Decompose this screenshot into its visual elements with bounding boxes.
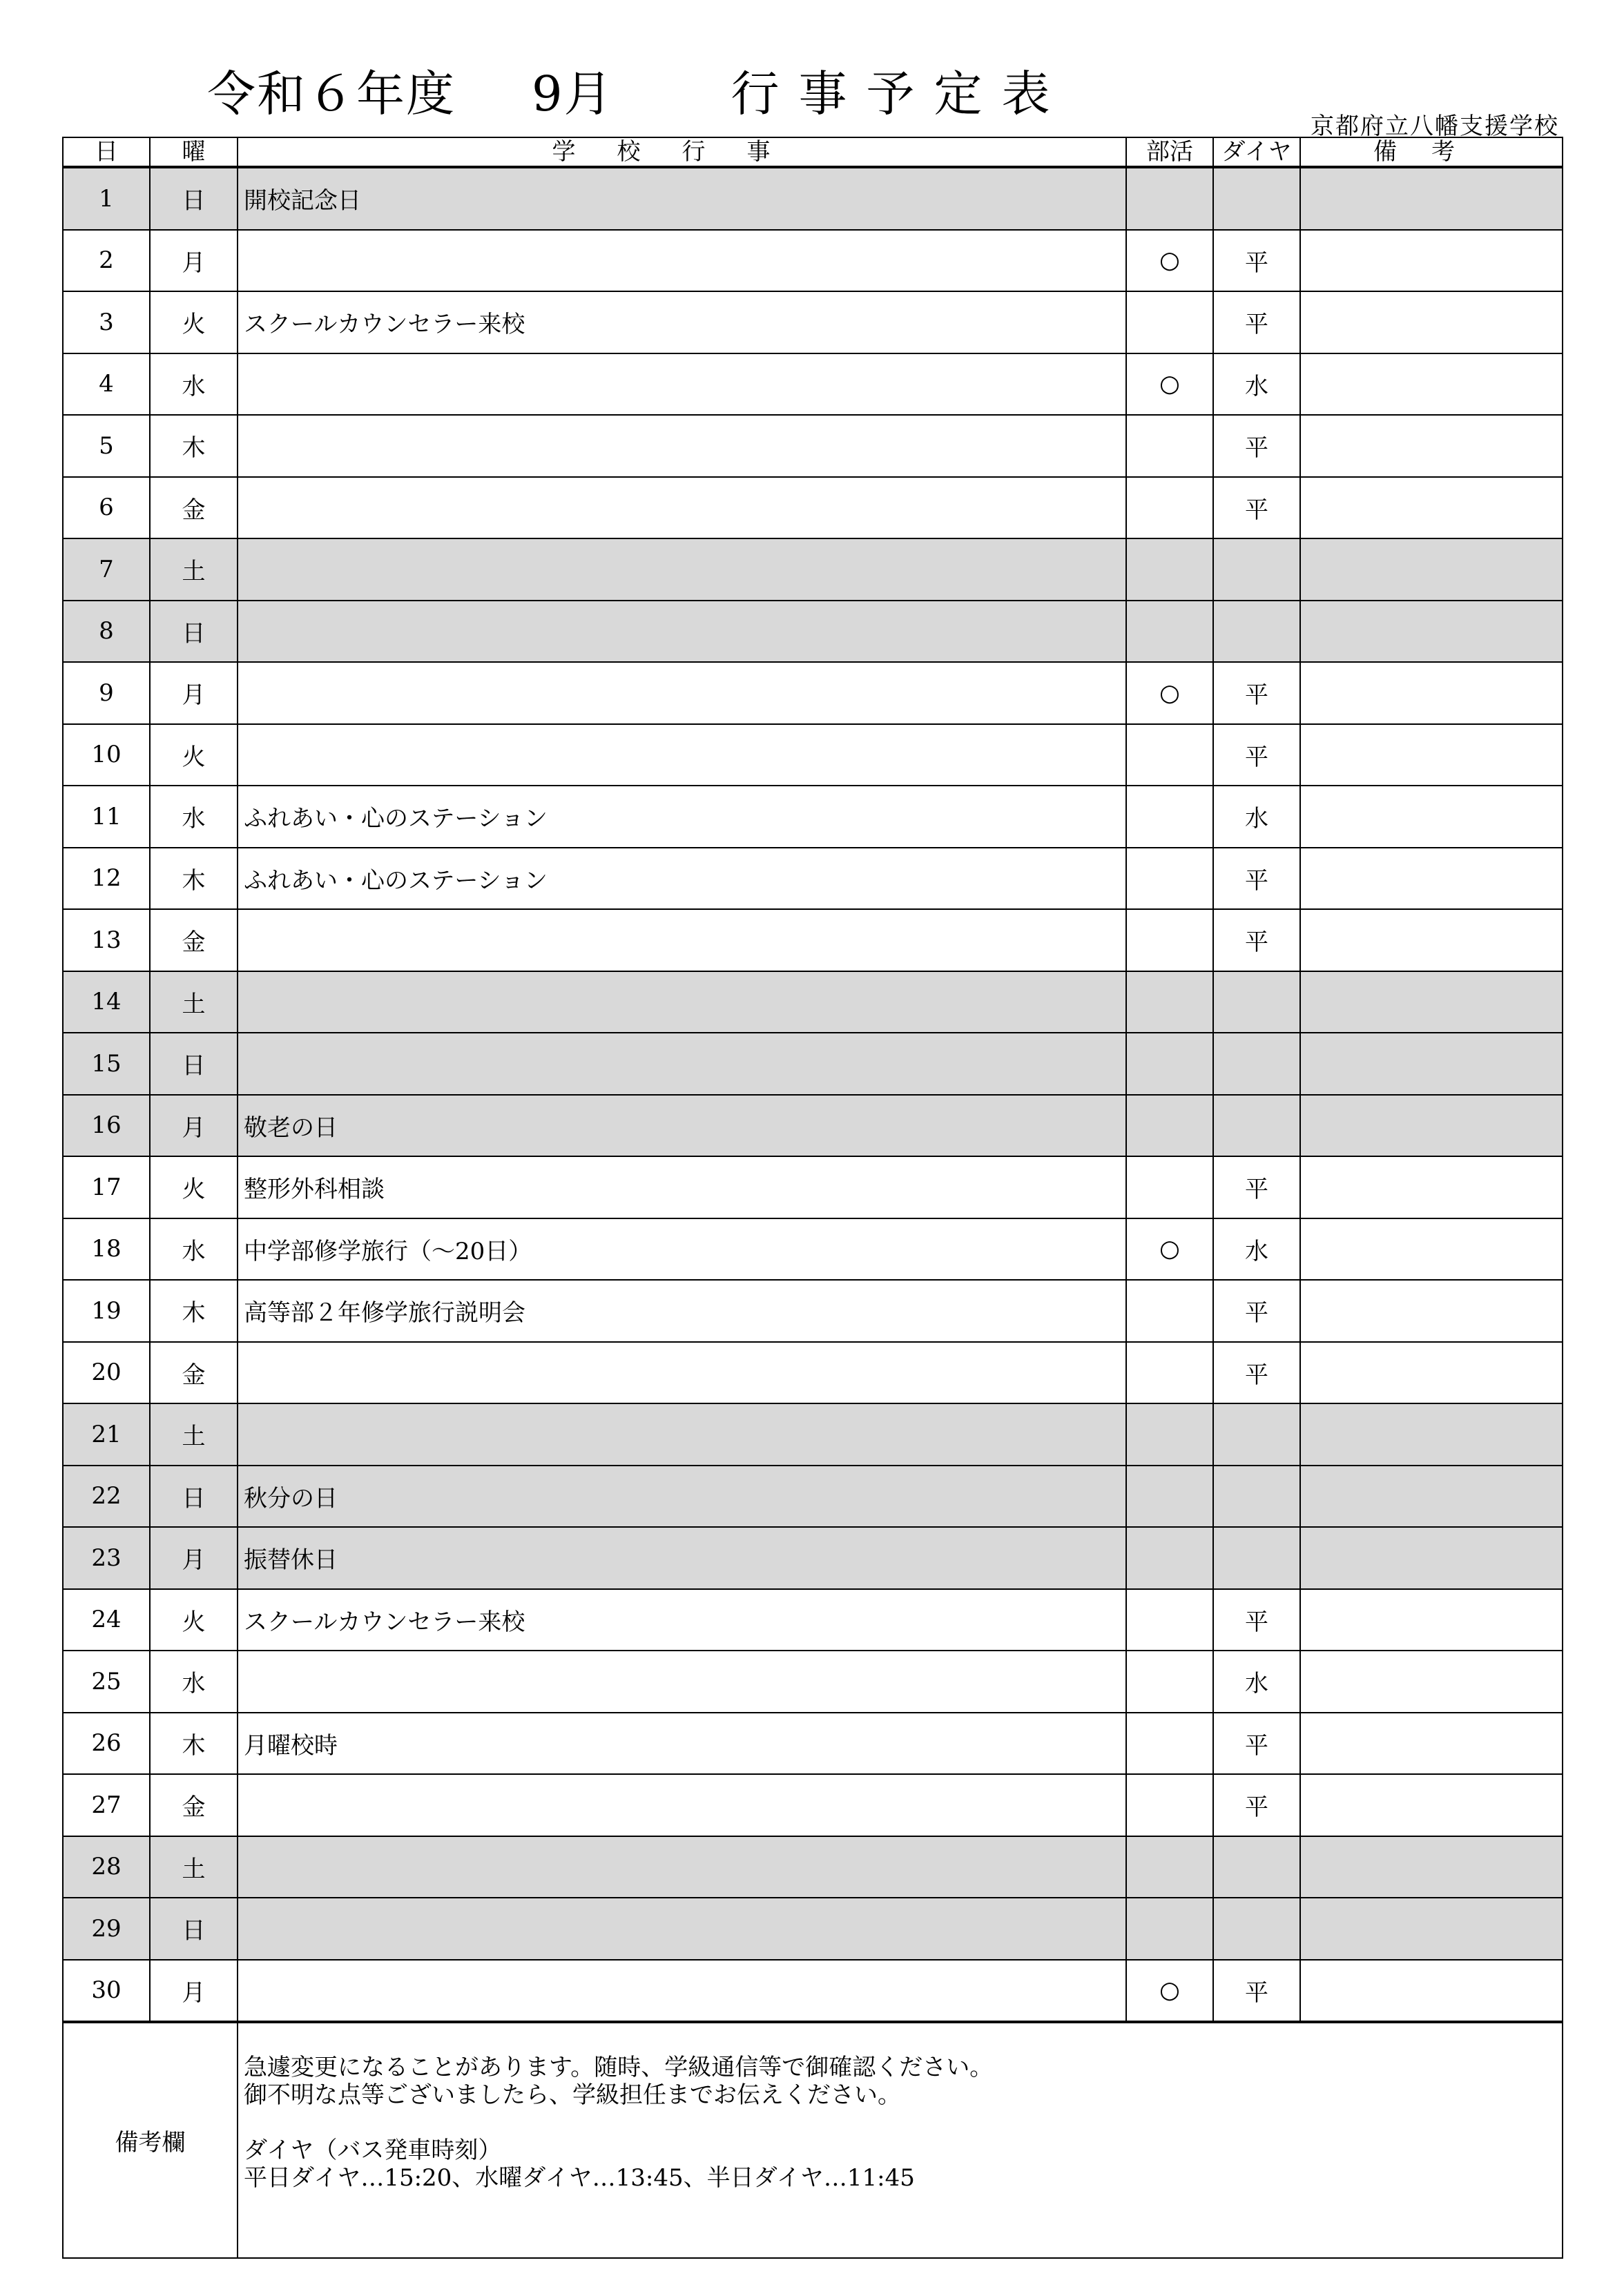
diagram-cell [1213,538,1300,601]
note-cell [1300,1836,1563,1898]
event-cell [238,415,1126,477]
club-cell [1126,1713,1213,1775]
dow-cell: 水 [150,1218,238,1281]
table-row [63,477,1563,539]
club-cell [1126,1156,1213,1218]
dow-cell: 月 [150,662,238,724]
remarks-body [238,2022,1563,2258]
club-cell [1126,909,1213,971]
note-cell [1300,1774,1563,1836]
diagram-cell: 平 [1213,1342,1300,1404]
table-row [63,353,1563,416]
diagram-cell: 平 [1213,1589,1300,1651]
table-row [63,724,1563,786]
table-row [63,1156,1563,1218]
date-cell: 20 [63,1342,150,1404]
table-row [63,786,1563,848]
note-cell [1300,1280,1563,1342]
table-row [63,909,1563,971]
event-cell: 中学部修学旅行（～20日） [238,1218,1126,1281]
table-row [63,1403,1563,1466]
dow-cell: 木 [150,848,238,910]
date-cell: 28 [63,1836,150,1898]
header-club: 部活 [1126,137,1213,167]
club-cell [1126,1651,1213,1713]
header-dow: 曜 [150,137,238,167]
event-cell: 秋分の日 [238,1466,1126,1528]
event-cell: 月曜校時 [238,1713,1126,1775]
club-cell: ○ [1126,1218,1213,1281]
note-cell [1300,477,1563,539]
diagram-cell: 平 [1213,477,1300,539]
remarks-label: 備考欄 [63,2022,238,2258]
table-row [63,167,1563,230]
table-row [63,291,1563,353]
event-cell [238,1774,1126,1836]
table-row [63,1466,1563,1528]
table-row [63,1280,1563,1342]
club-cell [1126,1774,1213,1836]
club-cell [1126,1095,1213,1157]
club-cell [1126,786,1213,848]
dow-cell: 日 [150,167,238,230]
diagram-cell [1213,1527,1300,1589]
date-cell: 3 [63,291,150,353]
date-cell: 15 [63,1033,150,1095]
dow-cell: 月 [150,1095,238,1157]
schedule-header [63,137,1563,167]
note-cell [1300,909,1563,971]
title-month: 9月 [532,66,614,122]
date-cell: 4 [63,353,150,416]
diagram-cell: 平 [1213,1774,1300,1836]
diagram-cell [1213,1836,1300,1898]
dow-cell: 月 [150,1960,238,2023]
diagram-cell: 平 [1213,848,1300,910]
diagram-cell: 水 [1213,786,1300,848]
club-cell: ○ [1126,230,1213,292]
dow-cell: 日 [150,1898,238,1960]
event-cell [238,230,1126,292]
table-row [63,230,1563,292]
club-cell [1126,848,1213,910]
table-row [63,848,1563,910]
table-row [63,1033,1563,1095]
club-cell [1126,1898,1213,1960]
club-cell: ○ [1126,353,1213,416]
club-cell [1126,1527,1213,1589]
title-name: 行事予定表 [731,66,1070,122]
date-cell: 1 [63,167,150,230]
date-cell: 18 [63,1218,150,1281]
dow-cell: 木 [150,1713,238,1775]
table-row [63,662,1563,724]
club-cell [1126,1403,1213,1466]
note-cell [1300,724,1563,786]
diagram-cell [1213,971,1300,1033]
date-cell: 16 [63,1095,150,1157]
club-cell [1126,415,1213,477]
note-cell [1300,291,1563,353]
dow-cell: 土 [150,538,238,601]
event-cell [238,1651,1126,1713]
dow-cell: 日 [150,1033,238,1095]
diagram-cell: 平 [1213,1713,1300,1775]
table-row [63,1774,1563,1836]
note-cell [1300,167,1563,230]
table-row [63,971,1563,1033]
diagram-cell: 水 [1213,1651,1300,1713]
date-cell: 6 [63,477,150,539]
table-row [63,601,1563,663]
table-row [63,1342,1563,1404]
event-cell: ふれあい・心のステーション [238,848,1126,910]
remarks-line-1: 急遽変更になることがあります。随時、学級通信等で御確認ください。 [244,2054,994,2081]
date-cell: 29 [63,1898,150,1960]
date-cell: 8 [63,601,150,663]
dow-cell: 火 [150,291,238,353]
event-cell [238,1898,1126,1960]
note-cell [1300,1898,1563,1960]
table-row [63,538,1563,601]
date-cell: 2 [63,230,150,292]
note-cell [1300,786,1563,848]
header-notes: 備考 [1300,137,1563,167]
club-cell [1126,291,1213,353]
note-cell [1300,1713,1563,1775]
club-cell: ○ [1126,1960,1213,2023]
club-cell: ○ [1126,662,1213,724]
event-cell [238,909,1126,971]
note-cell [1300,1342,1563,1404]
event-cell [238,1836,1126,1898]
diagram-cell [1213,1033,1300,1095]
diagram-cell [1213,1095,1300,1157]
table-row [63,1527,1563,1589]
event-cell: 高等部２年修学旅行説明会 [238,1280,1126,1342]
club-cell [1126,167,1213,230]
diagram-cell: 平 [1213,230,1300,292]
schedule-table [62,137,1563,2259]
note-cell [1300,601,1563,663]
diagram-cell: 平 [1213,1156,1300,1218]
dow-cell: 金 [150,1774,238,1836]
date-cell: 27 [63,1774,150,1836]
school-name: 京都府立八幡支援学校 [1311,113,1559,140]
event-cell [238,724,1126,786]
remarks-line-2: 御不明な点等ございましたら、学級担任までお伝えください。 [244,2081,901,2109]
remarks-line-3: ダイヤ（バス発車時刻） [244,2137,502,2164]
diagram-cell: 平 [1213,662,1300,724]
note-cell [1300,1589,1563,1651]
club-cell [1126,971,1213,1033]
dow-cell: 水 [150,786,238,848]
dow-cell: 木 [150,415,238,477]
club-cell [1126,477,1213,539]
date-cell: 19 [63,1280,150,1342]
note-cell [1300,1218,1563,1281]
remarks-gap [244,2109,1556,2137]
table-row [63,1651,1563,1713]
club-cell [1126,1033,1213,1095]
dow-cell: 金 [150,1342,238,1404]
date-cell: 23 [63,1527,150,1589]
diagram-cell: 水 [1213,1218,1300,1281]
date-cell: 17 [63,1156,150,1218]
event-cell [238,971,1126,1033]
header-diagram: ダイヤ [1213,137,1300,167]
dow-cell: 火 [150,724,238,786]
diagram-cell [1213,601,1300,663]
club-cell [1126,601,1213,663]
table-row [63,1218,1563,1281]
note-cell [1300,1403,1563,1466]
note-cell [1300,1960,1563,2023]
table-row [63,1589,1563,1651]
note-cell [1300,848,1563,910]
dow-cell: 水 [150,1651,238,1713]
event-cell: 整形外科相談 [238,1156,1126,1218]
note-cell [1300,415,1563,477]
event-cell [238,353,1126,416]
diagram-cell: 平 [1213,291,1300,353]
date-cell: 22 [63,1466,150,1528]
note-cell [1300,1651,1563,1713]
dow-cell: 火 [150,1589,238,1651]
event-cell: ふれあい・心のステーション [238,786,1126,848]
club-cell [1126,1342,1213,1404]
table-row [63,1898,1563,1960]
club-cell [1126,538,1213,601]
dow-cell: 火 [150,1156,238,1218]
dow-cell: 土 [150,971,238,1033]
remarks-line-4: 平日ダイヤ…15:20、水曜ダイヤ…13:45、半日ダイヤ…11:45 [244,2164,915,2192]
page-title [207,55,1070,125]
date-cell: 9 [63,662,150,724]
note-cell [1300,1033,1563,1095]
note-cell [1300,538,1563,601]
event-cell [238,1342,1126,1404]
note-cell [1300,1095,1563,1157]
table-row [63,1095,1563,1157]
schedule-body [63,167,1563,2022]
dow-cell: 月 [150,230,238,292]
event-cell [238,662,1126,724]
note-cell [1300,1466,1563,1528]
event-cell [238,601,1126,663]
diagram-cell [1213,167,1300,230]
event-cell: スクールカウンセラー来校 [238,291,1126,353]
diagram-cell: 平 [1213,415,1300,477]
event-cell: 敬老の日 [238,1095,1126,1157]
date-cell: 11 [63,786,150,848]
note-cell [1300,1156,1563,1218]
date-cell: 14 [63,971,150,1033]
dow-cell: 木 [150,1280,238,1342]
dow-cell: 日 [150,1466,238,1528]
date-cell: 7 [63,538,150,601]
note-cell [1300,1527,1563,1589]
dow-cell: 金 [150,477,238,539]
diagram-cell: 平 [1213,1280,1300,1342]
date-cell: 21 [63,1403,150,1466]
diagram-cell: 平 [1213,724,1300,786]
note-cell [1300,662,1563,724]
club-cell [1126,724,1213,786]
club-cell [1126,1280,1213,1342]
event-cell [238,1403,1126,1466]
remarks-section [63,2022,1563,2258]
event-cell [238,538,1126,601]
table-row [63,1960,1563,2023]
diagram-cell [1213,1403,1300,1466]
event-cell [238,477,1126,539]
date-cell: 25 [63,1651,150,1713]
header-event: 学校行事 [238,137,1126,167]
note-cell [1300,353,1563,416]
event-cell: 振替休日 [238,1527,1126,1589]
date-cell: 10 [63,724,150,786]
date-cell: 12 [63,848,150,910]
event-cell [238,1033,1126,1095]
diagram-cell: 水 [1213,353,1300,416]
club-cell [1126,1466,1213,1528]
table-row [63,415,1563,477]
club-cell [1126,1589,1213,1651]
table-row [63,1713,1563,1775]
title-year: 令和６年度 [207,66,456,122]
date-cell: 5 [63,415,150,477]
diagram-cell: 平 [1213,909,1300,971]
dow-cell: 月 [150,1527,238,1589]
club-cell [1126,1836,1213,1898]
date-cell: 24 [63,1589,150,1651]
event-cell [238,1960,1126,2023]
dow-cell: 日 [150,601,238,663]
diagram-cell: 平 [1213,1960,1300,2023]
dow-cell: 水 [150,353,238,416]
dow-cell: 金 [150,909,238,971]
event-cell: スクールカウンセラー来校 [238,1589,1126,1651]
date-cell: 13 [63,909,150,971]
table-row [63,1836,1563,1898]
diagram-cell [1213,1898,1300,1960]
dow-cell: 土 [150,1836,238,1898]
event-cell: 開校記念日 [238,167,1126,230]
note-cell [1300,971,1563,1033]
date-cell: 26 [63,1713,150,1775]
header-date: 日 [63,137,150,167]
date-cell: 30 [63,1960,150,2023]
note-cell [1300,230,1563,292]
dow-cell: 土 [150,1403,238,1466]
diagram-cell [1213,1466,1300,1528]
